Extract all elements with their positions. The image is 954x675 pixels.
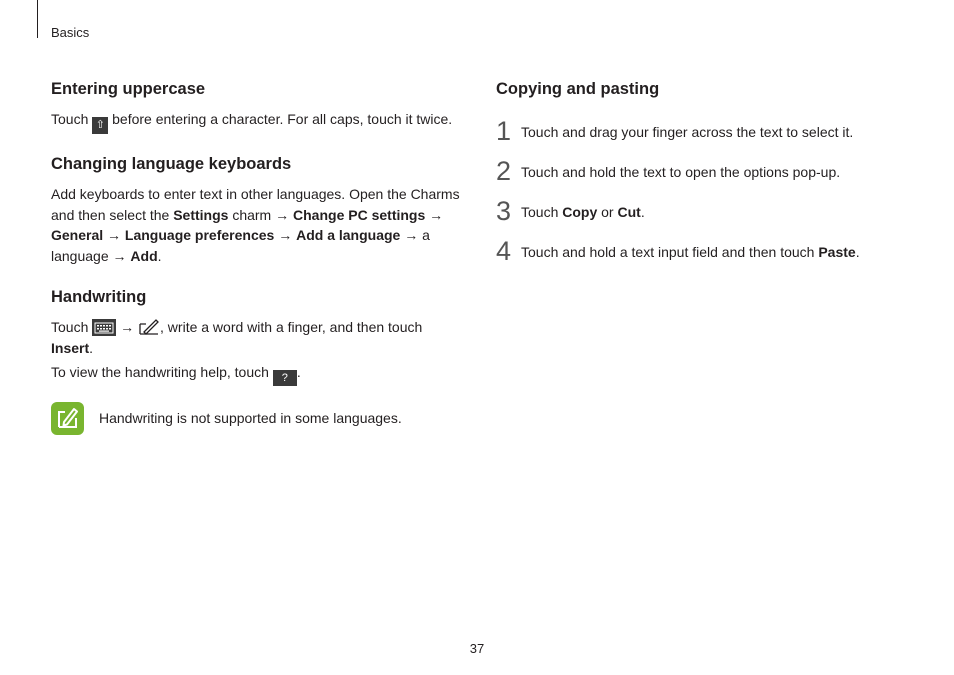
pen-icon: [138, 318, 160, 336]
step-number: 4: [496, 236, 512, 266]
step-number: 2: [496, 156, 512, 186]
help-icon: ?: [273, 370, 297, 386]
step-1: [496, 116, 896, 156]
note-text: Handwriting is not supported in some languages.: [99, 410, 402, 426]
step-text: Touch Copy or Cut.: [521, 204, 645, 220]
left-column: [51, 78, 461, 438]
uppercase-text: Touch ⇧ before entering a character. For all caps, touch it twice.: [51, 109, 461, 134]
note: [51, 402, 461, 438]
handwriting-heading: Handwriting: [51, 288, 147, 306]
language-heading: Changing language keyboards: [51, 155, 292, 173]
handwriting-help-text: To view the handwriting help, touch ? .: [51, 364, 301, 384]
copying-heading: Copying and pasting: [496, 80, 660, 98]
shift-icon: ⇧: [92, 117, 108, 134]
step-2: [496, 156, 896, 196]
note-pencil-icon: [51, 402, 84, 435]
language-text: Add keyboards to enter text in other languages. Open the Charms and then select the Settings charm → Change PC settings → General → Language preferences → Add a language → a language → Add.: [51, 186, 460, 264]
step-text: Touch and drag your finger across the text to select it.: [521, 124, 854, 140]
uppercase-heading: Entering uppercase: [51, 80, 206, 98]
step-text: Touch and hold a text input field and then touch Paste.: [521, 244, 860, 260]
section-label: Basics: [51, 25, 90, 40]
margin-rule: [37, 0, 38, 38]
step-3: [496, 196, 896, 236]
right-column: [496, 78, 896, 276]
step-number: 1: [496, 116, 512, 146]
page-number: 37: [469, 641, 485, 656]
keyboard-icon: [92, 319, 116, 336]
handwriting-text: Touch → , write a word with a finger, and then touch Insert.: [51, 319, 423, 356]
step-number: 3: [496, 196, 512, 226]
step-4: [496, 236, 896, 276]
step-text: Touch and hold the text to open the options pop-up.: [521, 164, 841, 180]
